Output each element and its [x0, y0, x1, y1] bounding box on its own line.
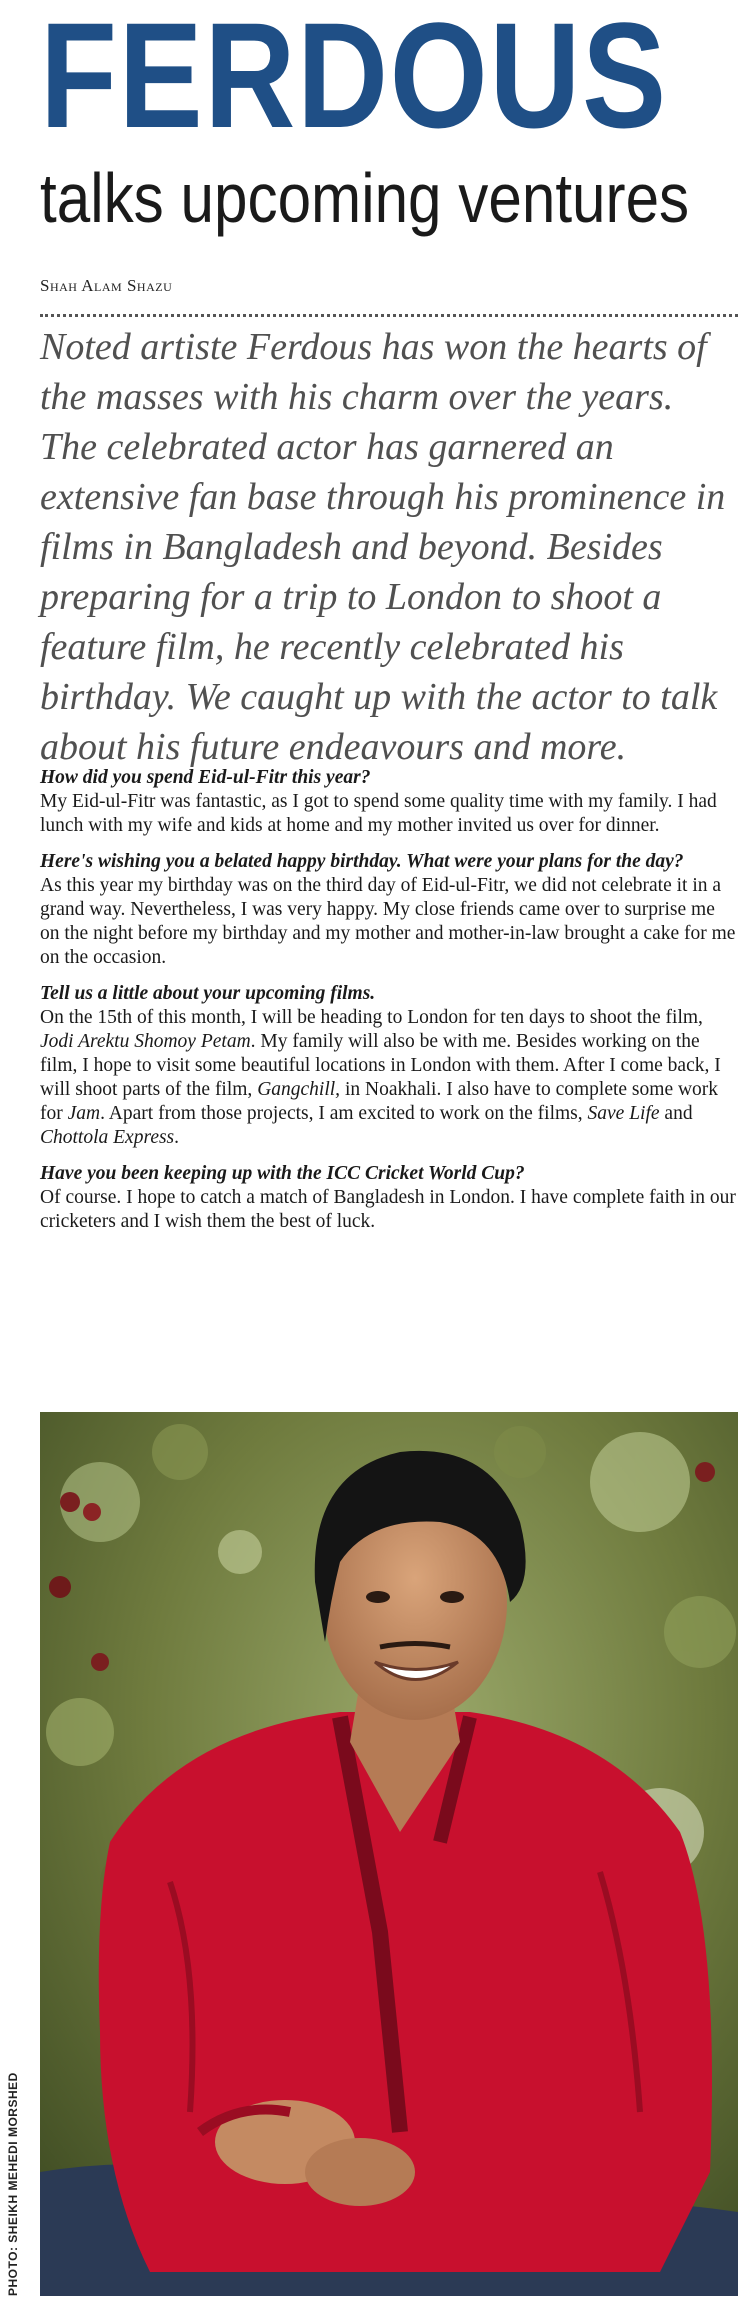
answer-text: and — [659, 1103, 693, 1124]
film-title: Chottola Express — [40, 1127, 175, 1148]
film-title: Jam — [67, 1103, 101, 1124]
answer-text: . — [174, 1127, 180, 1148]
qa-item — [40, 766, 738, 838]
portrait-illustration — [40, 1412, 738, 2296]
film-title: Gangchill, — [257, 1079, 341, 1100]
interview-section — [40, 766, 738, 1246]
answer — [40, 1186, 738, 1234]
subheadline: talks upcoming ventures — [40, 159, 690, 237]
intro-paragraph: Noted artiste Ferdous has won the hearts of the masses with his charm over the years. The celebrated actor has garnered an extensive fan base through his prominence in films in Bangladesh and beyond. Besides preparing for a trip to London to shoot a feature film, he recently celebrated his birthday. We caught up with the actor to talk about his future endeavours and more. — [40, 326, 726, 768]
headline: FERDOUS — [40, 0, 668, 159]
answer-text: My Eid-ul-Fitr was fantastic, as I got to spend some quality time with my family. I had lunch with my wife and kids at home and my mother invited us over for dinner. — [40, 791, 717, 836]
answer — [40, 790, 738, 838]
answer-text: As this year my birthday was on the third day of Eid-ul-Fitr, we did not celebrate it in a grand way. Nevertheless, I was very happy. My close friends came over to surprise me on the night before my birthday and my mother and mother-in-law brought a cake for me on the occasion. — [40, 875, 736, 968]
qa-item — [40, 982, 738, 1150]
qa-item — [40, 1162, 738, 1234]
answer-text: . Apart from those projects, I am excited to work on the films, — [100, 1103, 588, 1124]
answer-text: in Noakhali. I also have to complete some work for — [40, 1079, 719, 1124]
answer-text: Of course. I hope to catch a match of Bangladesh in London. I have complete faith in our cricketers and I wish them the best of luck. — [40, 1187, 736, 1232]
question: How did you spend Eid-ul-Fitr this year? — [40, 767, 371, 788]
question: Here's wishing you a belated happy birthday. What were your plans for the day? — [40, 851, 684, 872]
film-title: Jodi Arektu Shomoy Petam — [40, 1031, 251, 1052]
photo-credit: PHOTO: SHEIKH MEHEDI MORSHED — [6, 2072, 20, 2296]
dotted-divider — [40, 314, 738, 317]
answer-text: . My family will also be with me. Besides working on the film, I hope to visit some beautiful locations in London with them. After I come back, I will shoot parts of the film, — [40, 1031, 721, 1100]
film-title: Save Life — [587, 1103, 660, 1124]
question: Tell us a little about your upcoming films. — [40, 983, 376, 1004]
portrait-photo — [40, 1412, 738, 2296]
answer-text: On the 15th of this month, I will be heading to London for ten days to shoot the film, — [40, 1007, 703, 1028]
answer — [40, 874, 738, 970]
question: Have you been keeping up with the ICC Cricket World Cup? — [40, 1163, 525, 1184]
qa-item — [40, 850, 738, 970]
answer — [40, 1006, 738, 1150]
byline: Shah Alam Shazu — [40, 276, 173, 295]
